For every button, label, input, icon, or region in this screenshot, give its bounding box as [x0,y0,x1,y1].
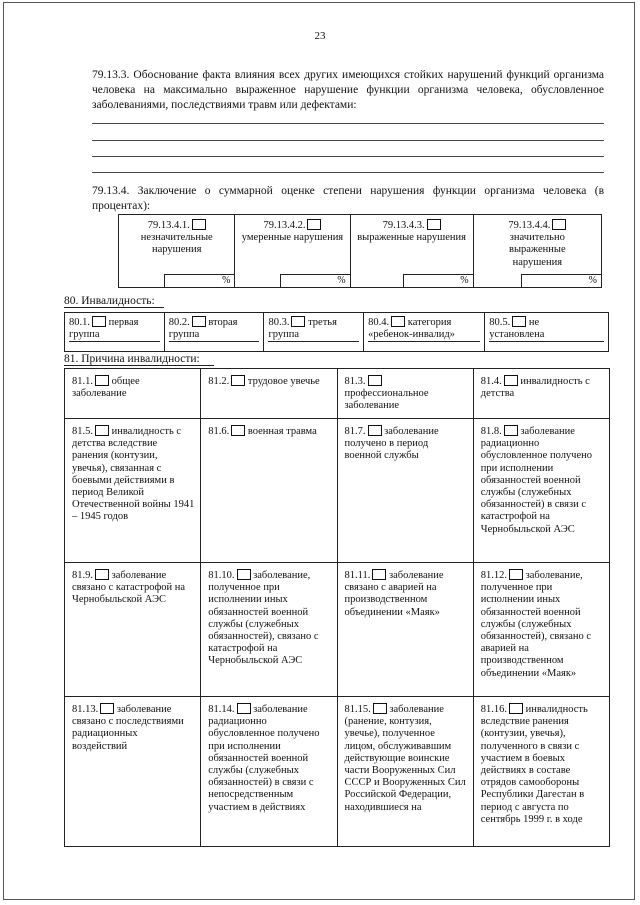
checkbox-79-13-4-1[interactable] [192,219,206,230]
degree-cell-4: 79.13.4.4. значительно выраженные нарушения % [473,215,601,288]
cause-cell-81-10: 81.10. заболевание, полученное при исполнении иных обязанностей военной службы (служебных обязанностей), связано с катастрофой на Чернобыльской АЭС [201,563,337,697]
checkbox-79-13-4-2[interactable] [307,219,321,230]
cause-cell-81-16: 81.16. инвалидность вследствие ранения (контузии, увечья), полученного в связи с участием в боевых действиях в составе отрядов самообороны Республики Дагестан в период с августа по сентябрь 1999 г. в ходе [473,697,609,847]
cause-cell-81-6: 81.6. военная травма [201,419,337,563]
percent-field-2[interactable]: % [280,274,350,287]
checkbox-81-11[interactable] [372,569,386,580]
percent-field-4[interactable]: % [521,274,601,287]
answer-line-3[interactable] [92,156,604,157]
checkbox-79-13-4-3[interactable] [427,219,441,230]
answer-line-4[interactable] [92,172,604,173]
checkbox-81-2[interactable] [231,375,245,386]
section-79-13-3-text: 79.13.3. Обоснование факта влияния всех других имеющихся стойких нарушений функций организма человека на максимально выраженное нарушение функции организма человека, обусловленное заболеваниями, последствиями травм или дефектами: [92,69,604,111]
cause-cell-81-3: 81.3. профессиональное заболевание [337,369,473,419]
cause-cell-81-15: 81.15. заболевание (ранение, контузия, увечье), полученное лицом, обслуживавшим действующие воинские части Вооруженных Сил СССР и Вооруженных Сил Российской Федерации, находившиеся на [337,697,473,847]
degree-cell-1: 79.13.4.1. незначительные нарушения % [119,215,235,288]
group-cell-5: 80.5. не установлена [485,313,609,352]
checkbox-81-3[interactable] [368,375,382,386]
disability-group-table [64,312,609,352]
checkbox-80-4[interactable] [391,316,405,327]
cause-cell-81-8: 81.8. заболевание радиационно обусловленное получено при исполнении обязанностей военной службы (служебных обязанностей) в связи с катастрофой на Чернобыльской АЭС [473,419,609,563]
cause-cell-81-2: 81.2. трудовое увечье [201,369,337,419]
cause-cell-81-7: 81.7. заболевание получено в период военной службы [337,419,473,563]
group-cell-4: 80.4. категория «ребенок-инвалид» [364,313,485,352]
percent-field-3[interactable]: % [403,274,473,287]
checkbox-81-16[interactable] [509,703,523,714]
cause-cell-81-11: 81.11. заболевание связано с аварией на производственном объединении «Маяк» [337,563,473,697]
checkbox-80-3[interactable] [291,316,305,327]
section-79-13-4-title: 79.13.4. Заключение о суммарной оценке степени нарушения функции организма человека (в процентах): [92,185,604,212]
checkbox-80-5[interactable] [512,316,526,327]
checkbox-81-1[interactable] [95,375,109,386]
checkbox-80-1[interactable] [92,316,106,327]
page-number: 23 [314,30,326,42]
checkbox-80-2[interactable] [192,316,206,327]
cause-cell-81-4: 81.4. инвалидность с детства [473,369,609,419]
checkbox-81-12[interactable] [509,569,523,580]
checkbox-81-4[interactable] [504,375,518,386]
group-cell-1: 80.1. первая группа [65,313,165,352]
checkbox-81-9[interactable] [95,569,109,580]
checkbox-81-10[interactable] [237,569,251,580]
cause-cell-81-14: 81.14. заболевание радиационно обусловленное получено при исполнении обязанностей военной службы (служебных обязанностей) в связи с непосредственным участием в действиях [201,697,337,847]
checkbox-79-13-4-4[interactable] [552,219,566,230]
degree-cell-2: 79.13.4.2. умеренные нарушения % [235,215,350,288]
section-81-title: 81. Причина инвалидности: [64,353,214,366]
checkbox-81-13[interactable] [100,703,114,714]
group-cell-2: 80.2. вторая группа [164,313,264,352]
section-80-title: 80. Инвалидность: [64,295,164,308]
checkbox-81-5[interactable] [95,425,109,436]
cause-cell-81-1: 81.1. общее заболевание [65,369,201,419]
percent-field-1[interactable]: % [164,274,234,287]
impairment-degree-table [118,214,602,288]
cause-cell-81-5: 81.5. инвалидность с детства вследствие ранения (контузии, увечья), связанная с боевыми действиями в период Великой Отечественной войны 1941 – 1945 годов [65,419,201,563]
cause-cell-81-13: 81.13. заболевание связано с последствиями радиационных воздействий [65,697,201,847]
checkbox-81-8[interactable] [504,425,518,436]
cause-cell-81-9: 81.9. заболевание связано с катастрофой на Чернобыльской АЭС [65,563,201,697]
answer-line-2[interactable] [92,140,604,141]
answer-line-1[interactable] [92,123,604,124]
degree-cell-3: 79.13.4.3. выраженные нарушения % [350,215,473,288]
checkbox-81-15[interactable] [373,703,387,714]
checkbox-81-14[interactable] [237,703,251,714]
cause-cell-81-12: 81.12. заболевание, полученное при исполнении иных обязанностей военной службы (служебных обязанностей), связано с аварией на производственном объединении «Маяк» [473,563,609,697]
group-cell-3: 80.3. третья группа [264,313,364,352]
checkbox-81-7[interactable] [368,425,382,436]
checkbox-81-6[interactable] [231,425,245,436]
disability-cause-table [64,368,610,847]
